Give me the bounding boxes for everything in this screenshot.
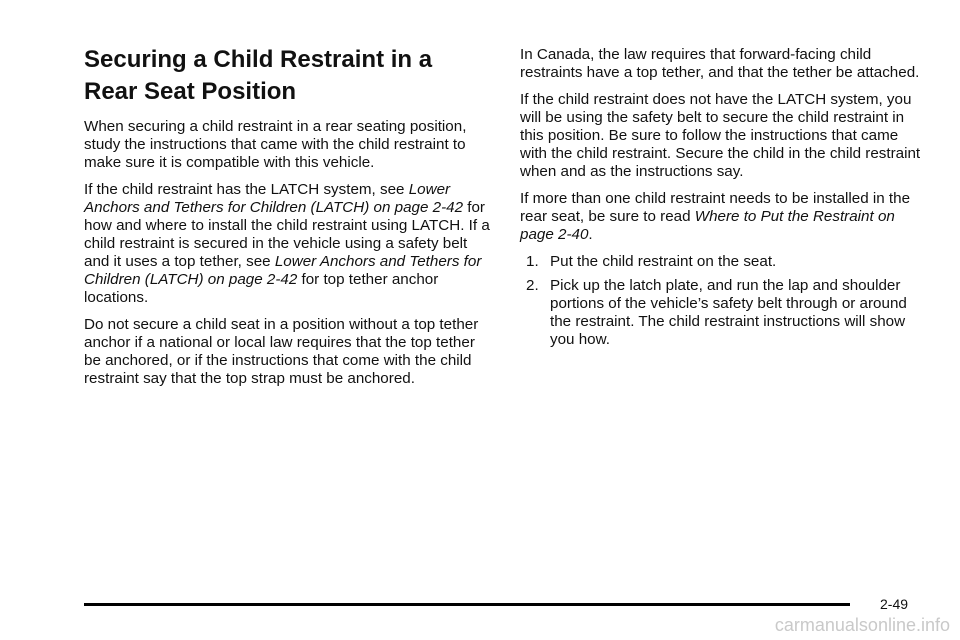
steps-list	[520, 253, 928, 349]
where-to-put-reference-link[interactable]: Where to Put the Restraint on page 2-40	[520, 208, 895, 243]
top-tether-reference-link[interactable]: Lower Anchors and Tethers for Children (LATCH) on page 2-42	[84, 253, 482, 288]
page-number: 2-49	[880, 596, 909, 612]
step-number: 2.	[526, 277, 539, 294]
multiple-text-a: If more than one child restraint needs to be installed in the rear seat, be sure to read	[520, 190, 911, 225]
step-text: Pick up the latch plate, and run the lap and shoulder portions of the vehicle’s safety belt through or around the restraint. The child restraint instructions will show you how.	[550, 277, 907, 348]
latch-text-b: for how and where to install the child restraint using LATCH. If a child restraint is secured in the vehicle using a safety belt and it uses a top tether, see	[84, 199, 490, 270]
watermark: carmanualsonline.info	[774, 615, 950, 635]
multiple-restraints-paragraph	[520, 190, 928, 244]
latch-text-a: If the child restraint has the LATCH system, see	[84, 181, 409, 198]
intro-paragraph: When securing a child restraint in a rear seating position, study the instructions that came with the child restraint to make sure it is compatible with this vehicle.	[84, 118, 467, 171]
step-text: Put the child restraint on the seat.	[550, 253, 777, 270]
no-latch-paragraph: If the child restraint does not have the LATCH system, you will be using the safety belt to secure the child restraint in this position. Be sure to follow the instructions that came with the child restraint. Secure the child in the child restraint when and as the instructions say.	[520, 91, 921, 180]
right-column	[520, 46, 928, 355]
footer-rule	[84, 603, 850, 606]
tether-warning-paragraph: Do not secure a child seat in a position without a top tether anchor if a national or local law requires that the top tether be anchored, or if the instructions that come with the child restraint say that the top strap must be anchored.	[84, 316, 479, 387]
canada-paragraph: In Canada, the law requires that forward-facing child restraints have a top tether, and that the tether be attached.	[520, 46, 920, 81]
list-item	[520, 253, 928, 271]
section-title: Securing a Child Restraint in a Rear Seat Position	[84, 46, 433, 105]
list-item	[520, 277, 928, 349]
latch-reference-link[interactable]: Lower Anchors and Tethers for Children (LATCH) on page 2-42	[84, 181, 464, 216]
latch-paragraph	[84, 181, 492, 307]
latch-text-c: for top tether anchor locations.	[84, 271, 439, 306]
step-number: 1.	[526, 253, 539, 270]
left-column	[84, 44, 492, 397]
multiple-text-b: .	[588, 226, 593, 243]
